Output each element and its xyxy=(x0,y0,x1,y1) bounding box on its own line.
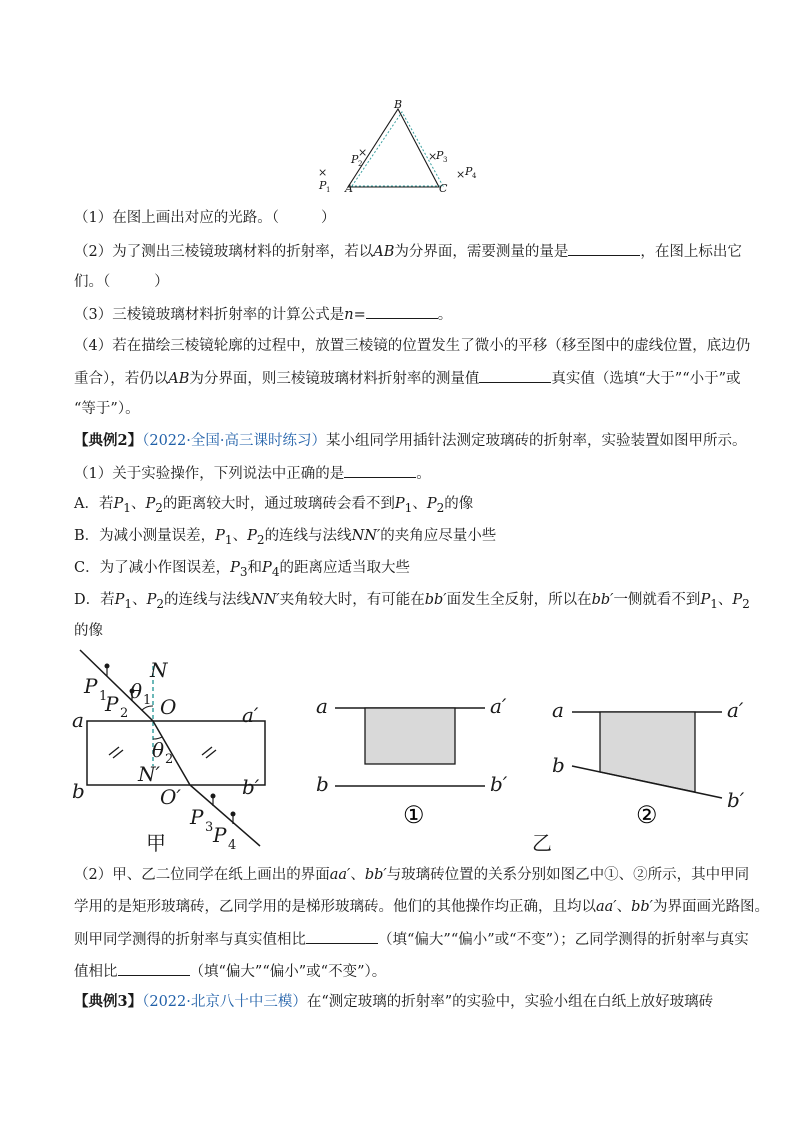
ex2-q2-line-4: 值相比 （填“偏大”“偏小”或“不变”）。 xyxy=(74,961,386,982)
pin-p2-mark: × xyxy=(358,146,368,159)
label-N-prime: N′ xyxy=(138,762,161,786)
glass-rect-1 xyxy=(365,708,455,764)
label-P4: P xyxy=(213,823,227,847)
answer-blank[interactable] xyxy=(568,241,640,256)
label-b-1: b xyxy=(316,772,329,796)
diagram-1 xyxy=(316,694,508,829)
q3-line: （3）三棱镜玻璃材料折射率的计算公式是n= 。 xyxy=(74,304,452,325)
answer-blank[interactable] xyxy=(306,929,378,944)
label-P1: P xyxy=(84,674,98,698)
q4-line-1: （4）若在描绘三棱镜轮廓的过程中，放置三棱镜的位置发生了微小的平移（移至图中的虚线位置，底边仍 xyxy=(74,338,751,354)
label-O-prime: O′ xyxy=(160,785,181,809)
pin-p1-label: P xyxy=(319,179,327,192)
label-P2: P xyxy=(105,692,119,716)
label-a-1: a xyxy=(316,694,328,718)
pin-p4-label: P xyxy=(465,165,473,178)
pin-p3-label: P xyxy=(436,149,444,162)
pin-p3-sub: 3 xyxy=(443,156,448,164)
figure-yi xyxy=(310,690,780,860)
pin-p4 xyxy=(231,812,236,825)
label-P4-sub: 4 xyxy=(228,838,237,853)
diagram-2 xyxy=(552,698,745,829)
prism-figure xyxy=(305,96,495,196)
glass-trapezoid-2 xyxy=(600,712,695,792)
answer-blank[interactable] xyxy=(366,304,438,319)
label-P3: P xyxy=(190,805,204,829)
label-P3-sub: 3 xyxy=(205,820,214,835)
ex2-q1: （1）关于实验操作，下列说法中正确的是 。 xyxy=(74,463,431,484)
option-a: A．若$P_1$、$P_2$的距离较大时，通过玻璃砖会看不到$P_1$、$P_2$的像 xyxy=(74,496,474,515)
label-a-prime: a′ xyxy=(242,703,259,727)
option-d-line-2: 的像 xyxy=(74,623,103,639)
label-a: a xyxy=(72,708,84,732)
label-circle-2: ② xyxy=(636,801,658,829)
label-theta2-sub: 2 xyxy=(165,752,174,767)
figure-jia xyxy=(68,648,278,858)
label-theta1-sub: 1 xyxy=(143,693,152,708)
pin-p1-sub: 1 xyxy=(326,186,331,194)
label-a-prime-2: a′ xyxy=(727,698,744,722)
ex2-q2-line-1: （2）甲、乙二位同学在纸上画出的界面aa′、bb′与玻璃砖位置的关系分别如图乙中①、②所示，其中甲同 xyxy=(74,867,750,883)
label-b-prime-2: b′ xyxy=(727,788,745,812)
answer-blank[interactable] xyxy=(344,463,416,478)
label-b: b xyxy=(72,779,85,803)
label-A: A xyxy=(345,182,353,195)
pin-p4-mark: × xyxy=(456,168,466,181)
q4-line-3: “等于”）。 xyxy=(74,401,140,417)
option-d: D．若$P_1$、$P_2$的连线与法线NN′夹角较大时，有可能在bb′面发生全反射，所以在bb′一侧就看不到$P_1$、$P_2$ xyxy=(74,592,750,611)
label-a-prime-1: a′ xyxy=(490,694,507,718)
option-b: B．为减小测量误差，$P_1$、$P_2$的连线与法线NN′的夹角应尽量小些 xyxy=(74,528,497,547)
label-a-2: a xyxy=(552,698,564,722)
q2-line-2: 们。（ ） xyxy=(74,274,169,290)
pin-p1-mark: × xyxy=(318,166,328,179)
pin-p4-sub: 4 xyxy=(472,172,477,180)
caption-jia: 甲 xyxy=(146,831,166,855)
label-P2-sub: 2 xyxy=(120,706,129,721)
label-circle-1: ① xyxy=(403,801,425,829)
answer-blank[interactable] xyxy=(479,368,551,383)
ex2-q2-line-2: 学用的是矩形玻璃砖，乙同学用的是梯形玻璃砖。他们的其他操作均正确，且均以aa′、bb′为界面画光路图。 xyxy=(74,899,769,915)
label-b-2: b xyxy=(552,753,565,777)
q4-line-2: 重合），若仍以AB为分界面，则三棱镜玻璃材料折射率的测量值 真实值（选填“大于”“小于”或 xyxy=(74,368,741,389)
label-N: N xyxy=(150,658,168,682)
ex2-q2-line-3: 则甲同学测得的折射率与真实值相比 （填“偏大”“偏小”或“不变”）；乙同学测得的折射率与真实 xyxy=(74,929,749,950)
example-2-heading: 【典例2】（2022·全国·高三课时练习）某小组同学用插针法测定玻璃砖的折射率，实验装置如图甲所示。 xyxy=(74,432,747,449)
label-O: O xyxy=(160,695,177,719)
q1-line-1: （1）在图上画出对应的光路。（ ） xyxy=(74,210,336,226)
label-P1-sub: 1 xyxy=(99,689,108,704)
label-C: C xyxy=(439,182,448,195)
caption-yi: 乙 xyxy=(532,831,552,855)
pin-p2-sub: 2 xyxy=(358,160,363,168)
option-c: C．为了减小作图误差，$P_3$和$P_4$的距离应适当取大些 xyxy=(74,560,410,579)
pin-p2-label: P xyxy=(351,153,359,166)
q2-line-1: （2）为了测出三棱镜玻璃材料的折射率，若以AB为分界面，需要测量的量是 ，在图上标出它 xyxy=(74,241,742,262)
example-3-heading: 【典例3】（2022·北京八十中三模）在“测定玻璃的折射率”的实验中，实验小组在白纸上放好玻璃砖 xyxy=(74,993,714,1010)
label-b-prime-1: b′ xyxy=(490,772,508,796)
label-B: B xyxy=(394,98,403,111)
label-theta1: θ xyxy=(130,679,143,703)
label-theta2: θ xyxy=(152,738,165,762)
answer-blank[interactable] xyxy=(118,961,190,976)
glass-block xyxy=(87,721,265,785)
label-b-prime: b′ xyxy=(242,775,260,799)
pin-p3-mark: × xyxy=(428,150,438,163)
